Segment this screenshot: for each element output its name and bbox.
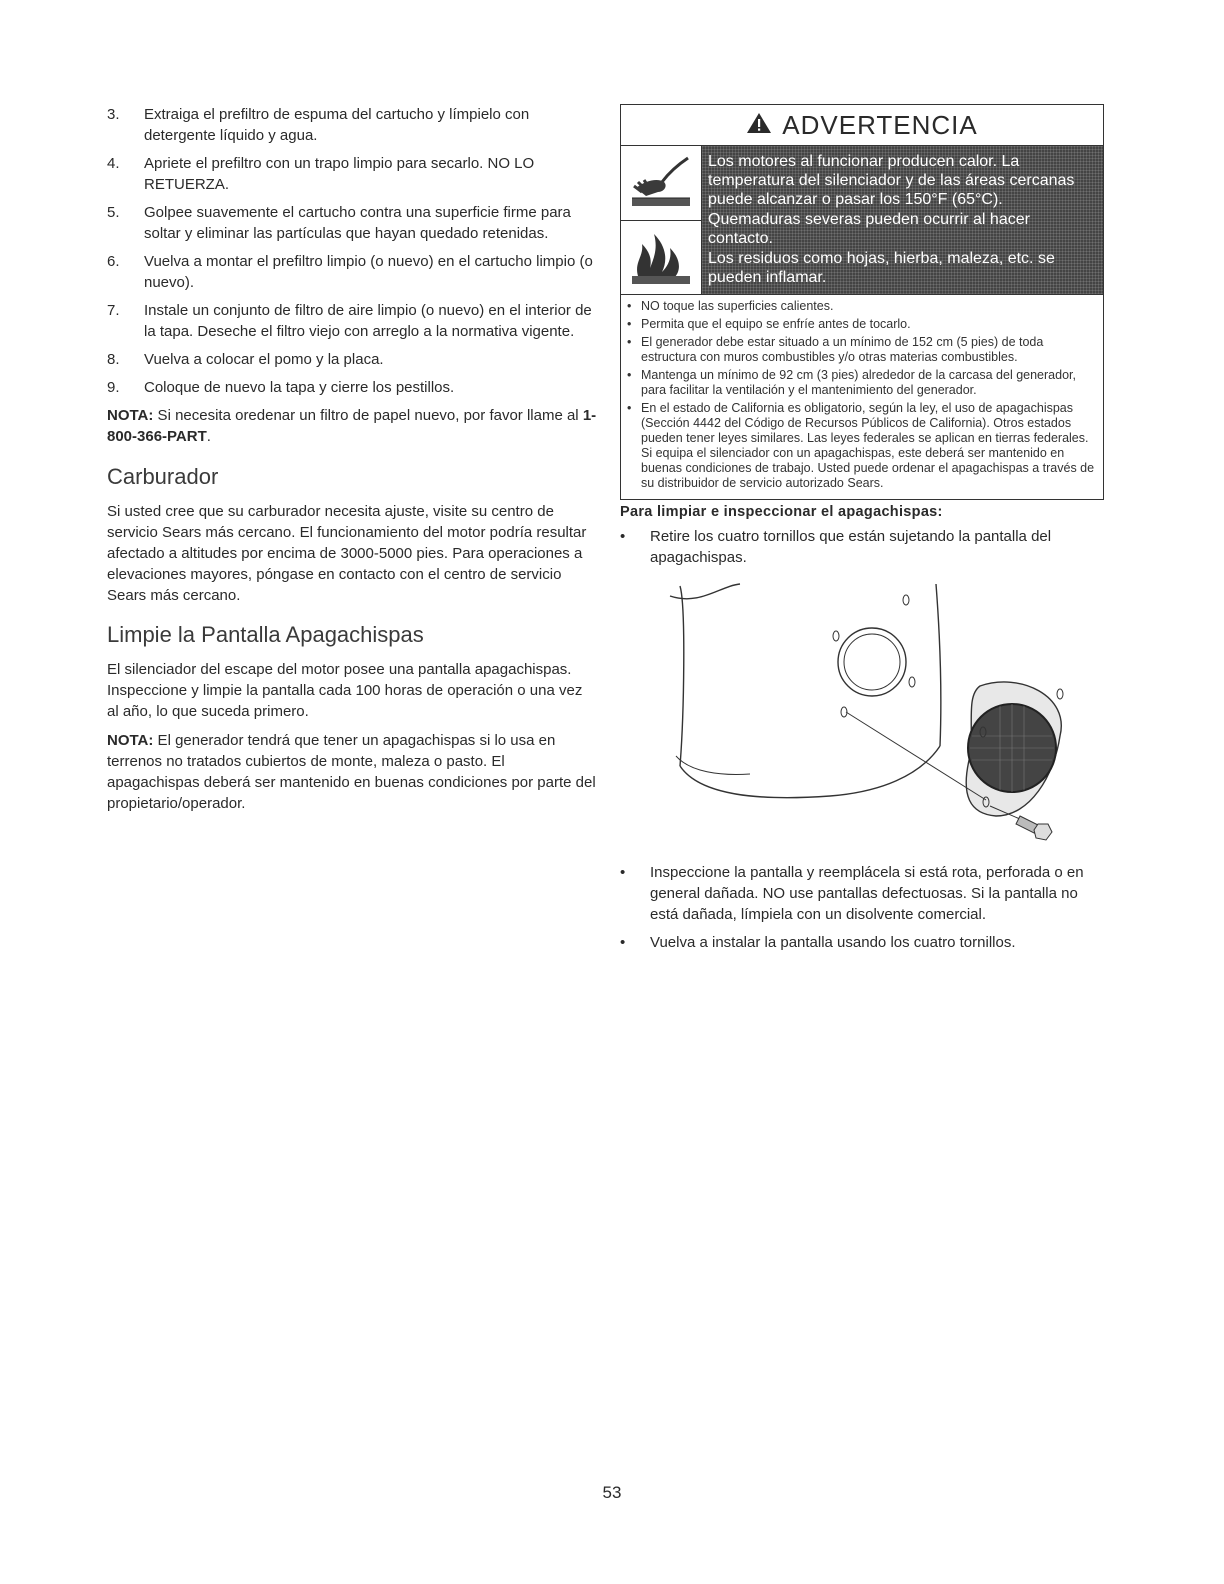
list-item: [107, 349, 597, 370]
list-item: • Mantenga un mínimo de 92 cm (3 pies) alrededor de la carcasa del generador, para facilitar la ventilación y el mantenimiento del generador.: [627, 368, 1097, 398]
step-number: 4.: [107, 155, 120, 172]
step-number: 6.: [107, 253, 120, 270]
note-text: El generador tendrá que tener un apagachispas si lo usa en terrenos no tratados cubiertos de monte, maleza o pasto. El apagachispas deberá ser mantenido en buenas condiciones por parte del propietario/operador.: [107, 732, 596, 812]
list-item: [107, 377, 597, 398]
list-item: • Vuelva a instalar la pantalla usando los cuatro tornillos.: [620, 932, 1104, 953]
step-number: 3.: [107, 106, 120, 123]
note-label: NOTA:: [107, 407, 154, 424]
list-item: [107, 251, 597, 293]
step-text: Vuelva a montar el prefiltro limpio (o nuevo) en el cartucho limpio (o nuevo).: [144, 253, 593, 291]
step-text: Golpee suavemente el cartucho contra una superficie firme para soltar y eliminar las partículas que hayan quedado retenidas.: [144, 204, 571, 242]
step-number: 7.: [107, 302, 120, 319]
spark-arrester-note: [107, 730, 597, 814]
fire-icon: [621, 220, 701, 295]
spark-arrester-text: El silenciador del escape del motor posee una pantalla apagachispas. Inspeccione y limpie la pantalla cada 100 horas de operación o una vez al año, lo que suceda primero.: [107, 661, 583, 720]
step-text: Coloque de nuevo la tapa y cierre los pestillos.: [144, 379, 455, 396]
filter-order-note: [107, 405, 597, 447]
list-item: [107, 202, 597, 244]
list-item: • NO toque las superficies calientes.: [627, 299, 1097, 314]
warning-hazard-row: [621, 146, 1103, 295]
step-text: Vuelva a colocar el pomo y la placa.: [144, 351, 384, 368]
list-item: • Retire los cuatro tornillos que están sujetando la pantalla del apagachispas.: [620, 526, 1104, 568]
inspect-heading: Para limpiar e inspeccionar el apagachispas:: [620, 504, 943, 520]
list-item: [107, 153, 597, 195]
note-label: NOTA:: [107, 732, 154, 749]
list-item: • El generador debe estar situado a un mínimo de 152 cm (5 pies) de toda estructura con muros combustibles y/o otras materias combustibles.: [627, 335, 1097, 365]
spark-arrester-diagram: [640, 576, 1070, 856]
list-item: • Permita que el equipo se enfríe antes de tocarlo.: [627, 317, 1097, 332]
step-number: 8.: [107, 351, 120, 368]
warning-header: [621, 105, 1103, 146]
left-column: [107, 104, 597, 814]
step-number: 5.: [107, 204, 120, 221]
step-number: 9.: [107, 379, 120, 396]
step-text: Apriete el prefiltro con un trapo limpio para secarlo. NO LO RETUERZA.: [144, 155, 535, 193]
right-column: [620, 104, 1104, 960]
hazard-text: Quemaduras severas pueden ocurrir al hacer contacto.: [708, 211, 1030, 247]
carburetor-text: Si usted cree que su carburador necesita ajuste, visite su centro de servicio Sears más cercano. El funcionamiento del motor podría resultar afectado a altitudes por encima de 3000-5000 pies. Para operaciones a elevaciones mayores, póngase en contacto con el centro de servicio Sears más cercano.: [107, 503, 587, 604]
warning-box: [620, 104, 1104, 500]
hazard-statements: [702, 146, 1103, 294]
carburetor-heading: Carburador: [107, 464, 219, 489]
filter-steps-list: [107, 104, 597, 398]
warning-triangle-icon: [746, 110, 772, 141]
note-end: .: [206, 428, 211, 445]
step-text: Extraiga el prefiltro de espuma del cartucho y límpielo con detergente líquido y agua.: [144, 106, 530, 144]
hot-surface-icon: [621, 146, 701, 220]
note-text: Si necesita oredenar un filtro de papel nuevo, por favor llame al: [153, 407, 583, 424]
list-item: [107, 104, 597, 146]
spark-arrester-heading: Limpie la Pantalla Apagachispas: [107, 622, 424, 647]
list-item: • Inspeccione la pantalla y reemplácela si está rota, perforada o en general dañada. NO use pantallas defectuosas. Si la pantalla no está dañada, límpiela con un disolvente comercial.: [620, 862, 1104, 925]
precautions-list: [621, 295, 1103, 499]
hazard-text: Los motores al funcionar producen calor. La temperatura del silenciador y de las áreas cercanas puede alcanzar o pasar los 150°F (65°C).: [708, 153, 1075, 208]
hazard-text: Los residuos como hojas, hierba, maleza, etc. se pueden inflamar.: [708, 250, 1055, 286]
page-number: 53: [602, 1483, 622, 1502]
phone-number: 1-800-366-PART: [107, 407, 597, 445]
warning-icons: [621, 146, 702, 294]
inspect-steps-before: [620, 526, 1104, 568]
list-item: [107, 300, 597, 342]
inspect-steps-after: [620, 862, 1104, 953]
step-text: Instale un conjunto de filtro de aire limpio (o nuevo) en el interior de la tapa. Deseche el filtro viejo con arreglo a la normativa vigente.: [144, 302, 592, 340]
warning-title: ADVERTENCIA: [782, 109, 978, 140]
list-item: • En el estado de California es obligatorio, según la ley, el uso de apagachispas (Sección 4442 del Código de Recursos Públicos de California). Otros estados pueden tener leyes similares. Las leyes federales se aplican en tierras federales. Si equipa el silenciador con un apagachispas, este deberá ser mantenido en buenas condiciones de trabajo. Usted puede ordenar el apagachispas a través de su distribuidor de servicio autorizado Sears.: [627, 401, 1097, 491]
